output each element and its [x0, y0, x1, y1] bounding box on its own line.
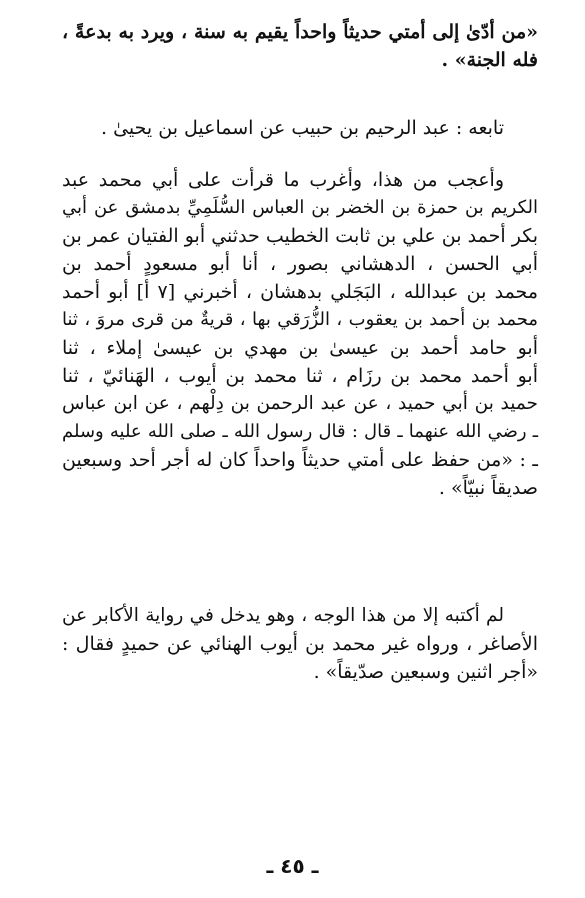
text-line: أبي الحسن ، الدهشاني بصور ، أنا أبو مسعودٍ أحمد بن	[62, 253, 538, 275]
text-line: ـ رضي الله عنهما ـ قال : قال رسول الله ـ صلى الله عليه وسلم	[62, 421, 538, 442]
text-line: وأعجب من هذا، وأغرب ما قرأت على أبي محمد عبد	[62, 169, 504, 191]
chain-note-paragraph	[62, 114, 538, 142]
text-line: لم أكتبه إلا من هذا الوجه ، وهو يدخل في رواية الأكابر عن	[62, 605, 504, 626]
text-line: فله الجنة» .	[441, 49, 538, 71]
text-line: «من أدّىٰ إلى أمتي حديثاً واحداً يقيم به سنة ، ويرد به بدعةً ،	[62, 21, 538, 43]
text-line: محمد بن أحمد بن يعقوب ، الزُّرَقي بها ، قريةٌ من قرى مروَ ، ثنا	[62, 309, 538, 330]
text-line: الأصاغر ، ورواه غير محمد بن أيوب الهنائي عن حميدٍ فقال :	[62, 633, 538, 655]
text-line: أبو أحمد محمد بن رزَام ، ثنا محمد بن أيوب ، الهَنائيّ ، ثنا	[62, 365, 538, 387]
text-line: حميد بن أبي حميد ، عن عبد الرحمن بن دِلْهم ، عن ابن عباس	[62, 393, 538, 414]
text-line: بكر أحمد بن علي بن ثابت الخطيب حدثني أبو الفتيان عمر بن	[62, 225, 538, 247]
hadith-quote-paragraph	[62, 18, 538, 74]
text-line: تابعه : عبد الرحيم بن حبيب عن اسماعيل بن يحيىٰ .	[101, 117, 504, 139]
text-line: «أجر اثنين وسبعين صدّيقاً» .	[313, 661, 538, 683]
text-line: ـ : «من حفظ على أمتي حديثاً واحداً كان له أجر أحد وسبعين	[62, 449, 538, 471]
text-line: الكريم بن حمزة بن الخضر بن العباس السُّلَمِيِّ بدمشق عن أبي	[62, 197, 538, 218]
isnad-paragraph	[62, 166, 538, 502]
text-line: أبو حامد أحمد بن عيسىٰ بن مهدي بن عيسىٰ إملاء ، ثنا	[62, 337, 538, 359]
page-number: ـ ٤٥ ـ	[266, 854, 319, 878]
text-line: صديقاً نبيّاً» .	[438, 477, 538, 499]
commentary-paragraph	[62, 602, 538, 686]
text-line: محمد بن عبدالله ، البَجَلي بدهشان ، أخبرني [٧ أ] أبو أحمد	[62, 281, 538, 303]
